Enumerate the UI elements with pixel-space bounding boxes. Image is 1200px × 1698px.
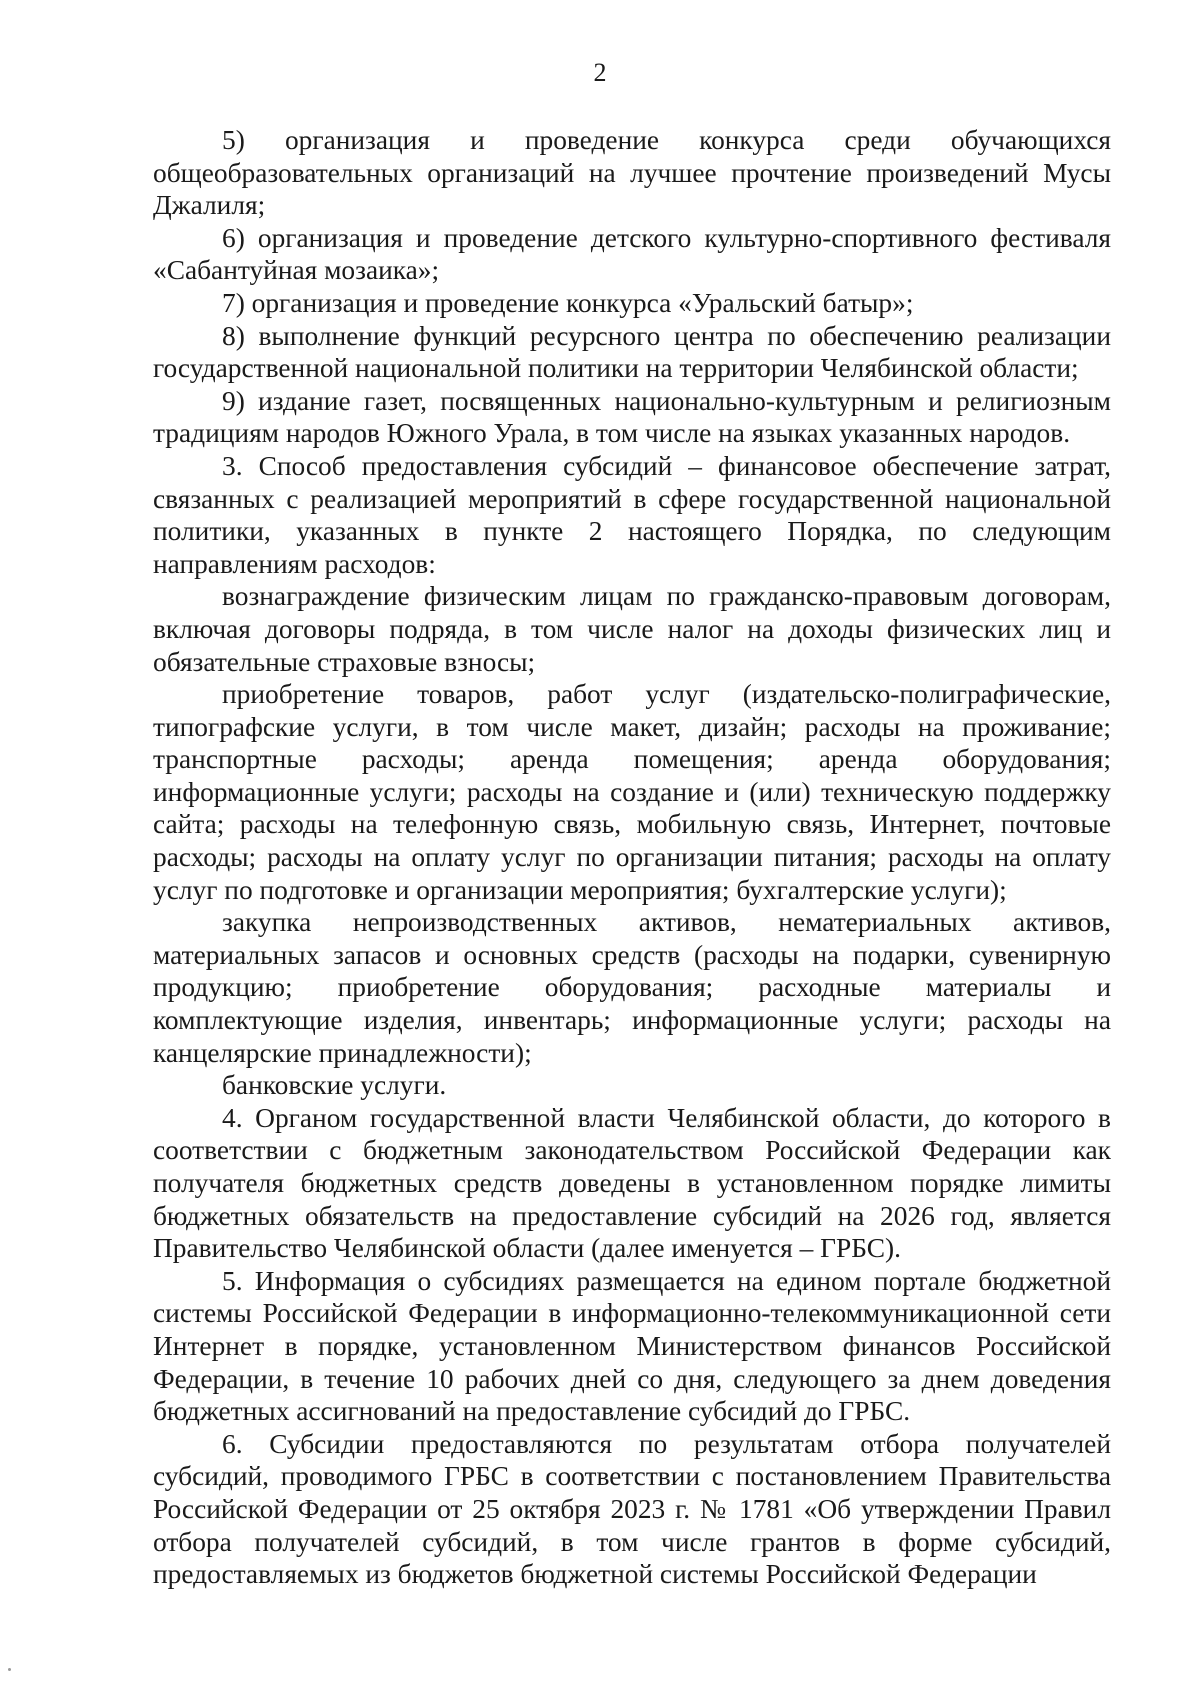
paragraph-section-6-selection: 6. Субсидии предоставляются по результатам отбора получателей субсидий, проводимого ГРБС в соответствии с постановлением Правительства Российской Федерации от 25 октября 2023 г. № 1781 «Об утверждении Правил отбора получателей субсидий, в том числе грантов в форме субсидий, предоставляемых из бюджетов бюджетной системы Российской Федерации [153, 1428, 1111, 1590]
paragraph-expense-banking: банковские услуги. [222, 1070, 447, 1101]
paragraph-section-5-portal-info: 5. Информация о субсидиях размещается на едином портале бюджетной системы Российской Федерации в информационно-телекоммуникационной сети Интернет в порядке, установленном Министерством финансов Российской Федерации, в течение 10 рабочих дней со дня, следующего за днем доведения бюджетных ассигнований на предоставление субсидий до ГРБС. [153, 1265, 1111, 1427]
paragraph-expense-remuneration: вознаграждение физическим лицам по гражданско-правовым договорам, включая договоры подряда, в том числе налог на доходы физических лиц и обязательные страховые взносы; [153, 581, 1111, 677]
paragraph-item-5-musa-jalil-contest: 5) организация и проведение конкурса среди обучающихся общеобразовательных организаций на лучшее прочтение произведений Мусы Джалиля; [153, 125, 1111, 221]
paragraph-item-9-newspapers: 9) издание газет, посвященных национально-культурным и религиозным традициям народов Южного Урала, в том числе на языках указанных народов. [153, 385, 1111, 449]
paragraph-expense-goods-services: приобретение товаров, работ услуг (издательско-полиграфические, типографские услуги, в том числе макет, дизайн; расходы на проживание; транспортные расходы; аренда помещения; аренда оборудования; информационные услуги; расходы на создание и (или) техническую поддержку сайта; расходы на телефонную связь, мобильную связь, Интернет, почтовые расходы; расходы на оплату услуг по организации питания; расходы на оплату услуг по подготовке и организации мероприятия; бухгалтерские услуги); [153, 679, 1111, 905]
document-body [153, 124, 1111, 1591]
paragraph-section-3-subsidy-method: 3. Способ предоставления субсидий – финансовое обеспечение затрат, связанных с реализацией мероприятий в сфере государственной национальной политики, указанных в пункте 2 настоящего Порядка, по следующим направлениям расходов: [153, 450, 1111, 579]
scan-artifact-dot [8, 1668, 11, 1671]
paragraph-expense-assets: закупка непроизводственных активов, нематериальных активов, материальных запасов и основных средств (расходы на подарки, сувенирную продукцию; приобретение оборудования; расходные материалы и комплектующие изделия, инвентарь; информационные услуги; расходы на канцелярские принадлежности); [153, 907, 1111, 1068]
paragraph-item-8-resource-center: 8) выполнение функций ресурсного центра по обеспечению реализации государственной национальной политики на территории Челябинской области; [153, 320, 1111, 384]
page-number: 2 [593, 58, 607, 87]
paragraph-item-7-ural-batyr-contest: 7) организация и проведение конкурса «Уральский батыр»; [222, 287, 914, 318]
paragraph-item-6-sabantuy-festival: 6) организация и проведение детского культурно-спортивного фестиваля «Сабантуйная мозаика»; [153, 222, 1111, 286]
paragraph-section-4-grbs: 4. Органом государственной власти Челябинской области, до которого в соответствии с бюджетным законодательством Российской Федерации как получателя бюджетных средств доведены в установленном порядке лимиты бюджетных обязательств на предоставление субсидий на 2026 год, является Правительство Челябинской области (далее именуется – ГРБС). [153, 1102, 1111, 1264]
